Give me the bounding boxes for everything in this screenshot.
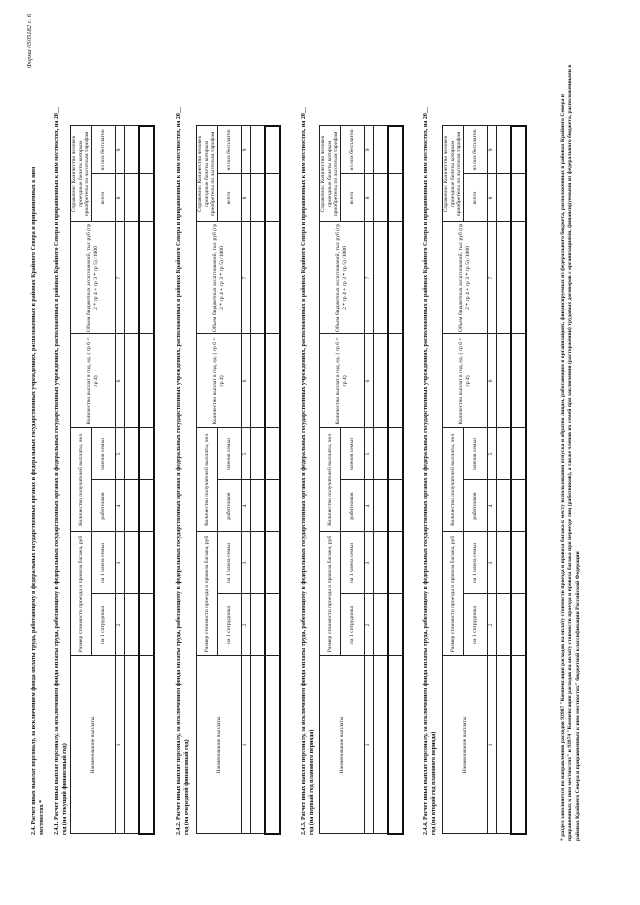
total-cell[interactable] xyxy=(265,334,280,428)
data-cell[interactable] xyxy=(124,428,139,480)
col-number: 6 xyxy=(364,334,373,428)
col-travel-cost-group: Размер стоимости проезда и провоза багажа, руб xyxy=(197,532,218,656)
col-payment-name: Наименование выплаты xyxy=(320,656,365,834)
col-number: 2 xyxy=(115,594,124,656)
data-cell[interactable] xyxy=(373,428,388,480)
data-cell[interactable] xyxy=(496,126,511,174)
total-cell[interactable] xyxy=(265,532,280,594)
col-workers: работников xyxy=(217,480,241,532)
col-number: 7 xyxy=(364,222,373,334)
col-budget-allocation: Объем бюджетных ассигнований, тыс руб (гр 2 * гр 4 + гр 3 * гр 5) /1000 xyxy=(71,222,116,334)
col-free: из них бесплатно xyxy=(340,126,364,174)
col-number: 6 xyxy=(487,334,496,428)
data-cell[interactable] xyxy=(496,656,511,834)
col-budget-allocation: Объем бюджетных ассигнований, тыс руб (гр 2 * гр 4 + гр 3 * гр 5) /1000 xyxy=(197,222,242,334)
total-cell[interactable] xyxy=(265,480,280,532)
col-payment-name: Наименование выплаты xyxy=(197,656,242,834)
col-per-family-member: на 1 члена семьи xyxy=(340,532,364,594)
col-number: 3 xyxy=(241,532,250,594)
total-cell[interactable] xyxy=(511,222,526,334)
total-cell[interactable] xyxy=(388,532,403,594)
total-cell[interactable] xyxy=(265,126,280,174)
section-title-2-4-3: 2.4.3. Расчет иных выплат персоналу, за исключением фонда оплаты труда, работающему в федеральных государственных органах и федеральных государственных учреждениях, расположенных в районах Крайнего Севера и приравненных к ним местностях, на 20__ год (на первый год планового периода) xyxy=(301,107,315,835)
col-total: всего xyxy=(463,174,487,222)
data-cell[interactable] xyxy=(496,428,511,480)
data-cell[interactable] xyxy=(124,334,139,428)
total-cell[interactable] xyxy=(139,656,154,834)
col-number: 4 xyxy=(487,480,496,532)
total-cell[interactable] xyxy=(511,126,526,174)
col-number: 1 xyxy=(364,656,373,834)
section-title-2-4-2: 2.4.2. Расчет иных выплат персоналу, за исключением фонда оплаты труда, работающему в федеральных государственных органах и федеральных государственных учреждениях, расположенных в районах Крайнего Севера и приравненных к ним местностях, на 20__ год (на очередной финансовый год) xyxy=(176,107,190,835)
col-number: 5 xyxy=(487,428,496,480)
data-cell[interactable] xyxy=(250,126,265,174)
col-payments-count: Количество выплат в год, ед. ( гр 6 = гр 4) xyxy=(320,334,365,428)
col-number: 4 xyxy=(115,480,124,532)
total-cell[interactable] xyxy=(388,334,403,428)
col-number: 2 xyxy=(364,594,373,656)
col-free: из них бесплатно xyxy=(463,126,487,174)
data-cell[interactable] xyxy=(496,334,511,428)
payments-table-2-4-4 xyxy=(442,125,527,835)
data-cell[interactable] xyxy=(250,656,265,834)
col-number: 3 xyxy=(487,532,496,594)
col-number: 7 xyxy=(115,222,124,334)
col-number: 2 xyxy=(487,594,496,656)
col-workers: работников xyxy=(463,480,487,532)
data-cell[interactable] xyxy=(496,594,511,656)
total-cell[interactable] xyxy=(388,594,403,656)
total-cell[interactable] xyxy=(139,480,154,532)
col-number: 5 xyxy=(364,428,373,480)
total-cell[interactable] xyxy=(388,428,403,480)
payments-table-2-4-3 xyxy=(319,125,404,835)
col-number: 9 xyxy=(487,126,496,174)
col-payments-count: Количество выплат в год, ед. ( гр 6 = гр 4) xyxy=(197,334,242,428)
col-number: 6 xyxy=(241,334,250,428)
total-cell[interactable] xyxy=(265,594,280,656)
col-number: 3 xyxy=(364,532,373,594)
payments-table-2-4-1 xyxy=(70,125,155,835)
col-travel-cost-group: Размер стоимости проезда и провоза багажа, руб xyxy=(443,532,464,656)
data-cell[interactable] xyxy=(124,174,139,222)
total-cell[interactable] xyxy=(265,656,280,834)
col-per-family-member: на 1 члена семьи xyxy=(91,532,115,594)
total-cell[interactable] xyxy=(265,428,280,480)
data-cell[interactable] xyxy=(373,480,388,532)
col-reference-group: Справочно: Количество человек проездные билеты которым приобретены по льготным тарифам xyxy=(443,126,464,222)
section-title-2-4-1: 2.4.1. Расчет иных выплат персоналу, за исключением фонда оплаты труда, работающему в федеральных государственных органах и федеральных государственных учреждениях, расположенных в районах Крайнего Севера и приравненных к ним местностях, на 20__ год (на текущий финансовый год) xyxy=(54,107,68,835)
data-cell[interactable] xyxy=(124,656,139,834)
total-cell[interactable] xyxy=(388,174,403,222)
col-number: 1 xyxy=(241,656,250,834)
total-cell[interactable] xyxy=(388,126,403,174)
col-recipients-group: Количество получателей выплаты, чел xyxy=(197,428,218,532)
col-payment-name: Наименование выплаты xyxy=(71,656,116,834)
section-2-4-intro: 2.4. Расчет иных выплат персоналу, за исключением фонда оплаты труда, работающему в федеральных государственных органах и федеральных государственных учреждениях, расположенных в районах Крайнего Севера и приравненных к ним местностях * xyxy=(31,166,45,835)
data-cell[interactable] xyxy=(250,428,265,480)
data-cell[interactable] xyxy=(124,222,139,334)
data-cell[interactable] xyxy=(124,594,139,656)
col-number: 7 xyxy=(487,222,496,334)
data-cell[interactable] xyxy=(373,656,388,834)
col-per-employee: на 1 сотрудника xyxy=(463,594,487,656)
total-cell[interactable] xyxy=(511,480,526,532)
col-free: из них бесплатно xyxy=(217,126,241,174)
col-number: 8 xyxy=(364,174,373,222)
col-family-members: членов семьи xyxy=(463,428,487,480)
col-reference-group: Справочно: Количество человек проездные билеты которым приобретены по льготным тарифам xyxy=(71,126,92,222)
col-number: 7 xyxy=(241,222,250,334)
data-cell[interactable] xyxy=(496,480,511,532)
col-number: 2 xyxy=(241,594,250,656)
footnote: * раздел заполняется по направлению расходов 93987 "Компенсация расходов на оплату стоимости проезда и провоза багажа к месту использования отпуска и обратно лицам, работающим в организациях, финансируемых из федерального бюджета, расположенных в районах Крайнего Севера и приравненных к ним местностях" и 93974 "Компенсация расходов на оплату стоимости проезда и провоза багажа при переезде лиц (работников), а также членов их семей при заключении (расторжении) трудовых договоров с организациями, финансируемыми из федерального бюджета, расположенными в районах Крайнего Севера и приравненных к ним местностях" бюджетной классификации Российской Федерации xyxy=(560,64,581,841)
col-workers: работников xyxy=(340,480,364,532)
total-cell[interactable] xyxy=(139,222,154,334)
col-number: 8 xyxy=(115,174,124,222)
data-cell[interactable] xyxy=(250,174,265,222)
total-cell[interactable] xyxy=(511,334,526,428)
total-cell[interactable] xyxy=(139,594,154,656)
data-cell[interactable] xyxy=(496,532,511,594)
total-cell[interactable] xyxy=(511,428,526,480)
data-cell[interactable] xyxy=(373,126,388,174)
col-per-family-member: на 1 члена семьи xyxy=(217,532,241,594)
col-number: 1 xyxy=(115,656,124,834)
col-recipients-group: Количество получателей выплаты, чел xyxy=(71,428,92,532)
total-cell[interactable] xyxy=(265,174,280,222)
data-cell[interactable] xyxy=(373,594,388,656)
total-cell[interactable] xyxy=(388,222,403,334)
col-free: из них бесплатно xyxy=(91,126,115,174)
col-number: 1 xyxy=(487,656,496,834)
col-payments-count: Количество выплат в год, ед. ( гр 6 = гр 4) xyxy=(443,334,488,428)
col-budget-allocation: Объем бюджетных ассигнований, тыс руб (гр 2 * гр 4 + гр 3 * гр 5) /1000 xyxy=(443,222,488,334)
data-cell[interactable] xyxy=(250,594,265,656)
col-recipients-group: Количество получателей выплаты, чел xyxy=(320,428,341,532)
col-workers: работников xyxy=(91,480,115,532)
col-number: 6 xyxy=(115,334,124,428)
col-reference-group: Справочно: Количество человек проездные билеты которым приобретены по льготным тарифам xyxy=(320,126,341,222)
col-travel-cost-group: Размер стоимости проезда и провоза багажа, руб xyxy=(320,532,341,656)
total-cell[interactable] xyxy=(511,174,526,222)
col-family-members: членов семьи xyxy=(91,428,115,480)
data-cell[interactable] xyxy=(373,222,388,334)
total-cell[interactable] xyxy=(265,222,280,334)
col-travel-cost-group: Размер стоимости проезда и провоза багажа, руб xyxy=(71,532,92,656)
col-number: 9 xyxy=(115,126,124,174)
payments-table-2-4-2 xyxy=(196,125,281,835)
col-number: 9 xyxy=(364,126,373,174)
col-number: 8 xyxy=(487,174,496,222)
col-per-employee: на 1 сотрудника xyxy=(340,594,364,656)
col-number: 4 xyxy=(364,480,373,532)
col-total: всего xyxy=(340,174,364,222)
col-payment-name: Наименование выплаты xyxy=(443,656,488,834)
col-per-employee: на 1 сотрудника xyxy=(217,594,241,656)
data-cell[interactable] xyxy=(124,480,139,532)
section-title-2-4-4: 2.4.4. Расчет иных выплат персоналу, за исключением фонда оплаты труда, работающему в федеральных государственных органах и федеральных государственных учреждениях, расположенных в районах Крайнего Севера и приравненных к ним местностях, на 20__ год (на второй год планового периода) xyxy=(423,107,437,835)
col-total: всего xyxy=(217,174,241,222)
col-number: 8 xyxy=(241,174,250,222)
data-cell[interactable] xyxy=(250,334,265,428)
data-cell[interactable] xyxy=(124,126,139,174)
col-per-employee: на 1 сотрудника xyxy=(91,594,115,656)
col-number: 3 xyxy=(115,532,124,594)
total-cell[interactable] xyxy=(139,174,154,222)
total-cell[interactable] xyxy=(388,656,403,834)
total-cell[interactable] xyxy=(139,532,154,594)
data-cell[interactable] xyxy=(124,532,139,594)
col-number: 9 xyxy=(241,126,250,174)
total-cell[interactable] xyxy=(139,428,154,480)
total-cell[interactable] xyxy=(511,532,526,594)
col-payments-count: Количество выплат в год, ед. ( гр 6 = гр 4) xyxy=(71,334,116,428)
total-cell[interactable] xyxy=(511,594,526,656)
col-number: 5 xyxy=(241,428,250,480)
data-cell[interactable] xyxy=(496,222,511,334)
col-number: 5 xyxy=(115,428,124,480)
data-cell[interactable] xyxy=(250,222,265,334)
data-cell[interactable] xyxy=(373,532,388,594)
total-cell[interactable] xyxy=(388,480,403,532)
total-cell[interactable] xyxy=(139,126,154,174)
data-cell[interactable] xyxy=(496,174,511,222)
col-family-members: членов семьи xyxy=(340,428,364,480)
total-cell[interactable] xyxy=(139,334,154,428)
col-reference-group: Справочно: Количество человек проездные билеты которым приобретены по льготным тарифам xyxy=(197,126,218,222)
col-recipients-group: Количество получателей выплаты, чел xyxy=(443,428,464,532)
col-family-members: членов семьи xyxy=(217,428,241,480)
col-per-family-member: на 1 члена семьи xyxy=(463,532,487,594)
data-cell[interactable] xyxy=(373,174,388,222)
data-cell[interactable] xyxy=(250,532,265,594)
col-total: всего xyxy=(91,174,115,222)
total-cell[interactable] xyxy=(511,656,526,834)
col-budget-allocation: Объем бюджетных ассигнований, тыс руб (гр 2 * гр 4 + гр 3 * гр 5) /1000 xyxy=(320,222,365,334)
data-cell[interactable] xyxy=(373,334,388,428)
col-number: 4 xyxy=(241,480,250,532)
form-code: Форма 0505182 с. 6 xyxy=(26,14,33,69)
data-cell[interactable] xyxy=(250,480,265,532)
